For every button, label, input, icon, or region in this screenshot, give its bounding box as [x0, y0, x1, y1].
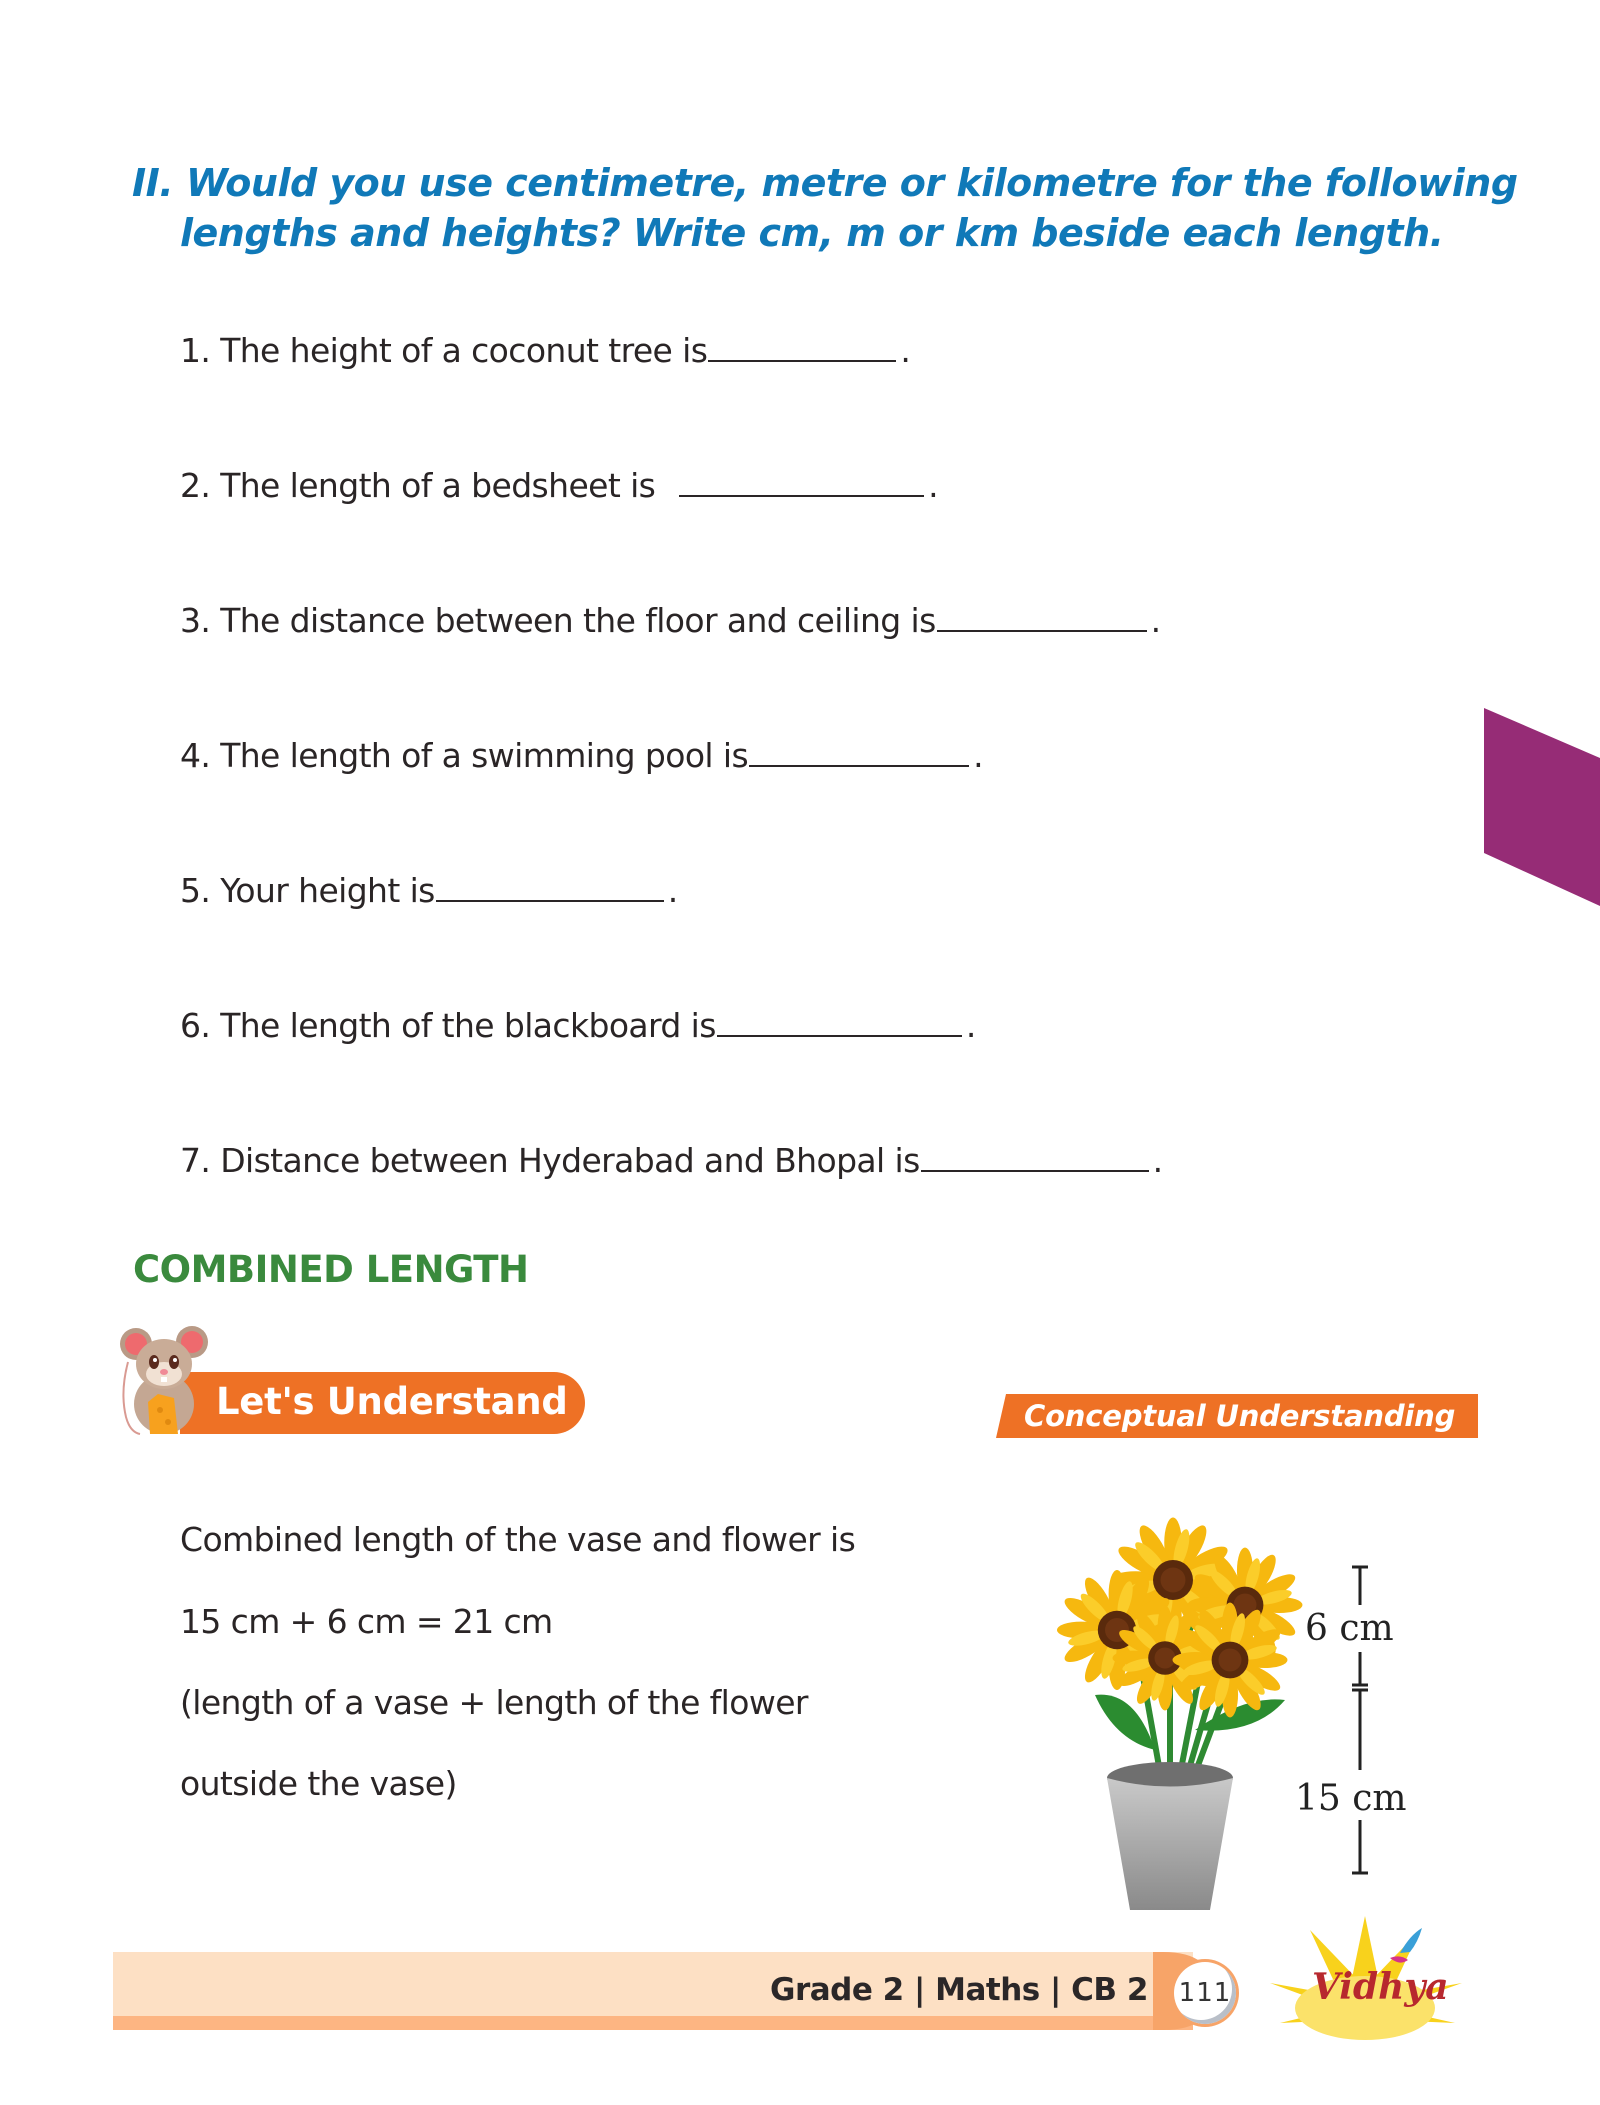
question-item-3 — [180, 599, 1161, 643]
mouse-mascot-icon — [118, 1322, 218, 1442]
item-number: 5. — [180, 871, 211, 910]
item-end: . — [973, 736, 983, 775]
explanation-line-2: 15 cm + 6 cm = 21 cm — [180, 1602, 553, 1641]
question-item-5 — [180, 869, 678, 913]
question-item-1 — [180, 329, 910, 373]
sunflower-vase-figure — [1045, 1490, 1475, 1910]
item-number: 1. — [180, 331, 211, 370]
item-number: 4. — [180, 736, 211, 775]
item-number: 2. — [180, 466, 211, 505]
item-end: . — [1150, 601, 1161, 640]
conceptual-understanding-tag — [996, 1394, 1478, 1438]
answer-blank[interactable] — [679, 465, 924, 497]
explanation-line-3: (length of a vase + length of the flower — [180, 1683, 808, 1722]
section-heading: COMBINED LENGTH — [133, 1248, 529, 1291]
explanation-line-4: outside the vase) — [180, 1764, 457, 1803]
item-text: The length of a swimming pool is — [220, 736, 749, 775]
answer-blank[interactable] — [921, 1140, 1149, 1172]
vidhya-logo — [1250, 1908, 1480, 2043]
item-number: 6. — [180, 1006, 211, 1045]
page-number: 111 — [1178, 1978, 1232, 2008]
item-text: The height of a coconut tree is — [220, 331, 708, 370]
flower-length-label: 6 cm — [1305, 1608, 1394, 1649]
answer-blank[interactable] — [749, 735, 969, 767]
item-text: The distance between the floor and ceiling is — [220, 601, 936, 640]
answer-blank[interactable] — [937, 600, 1147, 632]
item-end: . — [1152, 1141, 1163, 1180]
conceptual-understanding-label: Conceptual Understanding — [1024, 1399, 1456, 1433]
exercise-title-line-2: lengths and heights? Write cm, m or km beside each length. — [180, 211, 1444, 255]
sunflower-vase-illustration — [1045, 1490, 1475, 1910]
book-info: Grade 2 | Maths | CB 2 — [770, 1972, 1148, 2008]
lets-understand-banner — [180, 1372, 585, 1434]
answer-blank[interactable] — [717, 1005, 962, 1037]
item-number: 7. — [180, 1141, 211, 1180]
exercise-title-line-1: II. Would you use centimetre, metre or kilometre for the following — [132, 161, 1518, 205]
vase-length-label: 15 cm — [1295, 1778, 1407, 1819]
item-number: 3. — [180, 601, 211, 640]
chapter-edge-tab — [1484, 708, 1600, 906]
item-end: . — [965, 1006, 976, 1045]
brand-name: Vidhya — [1312, 1966, 1449, 2008]
item-text: Your height is — [220, 871, 435, 910]
item-text: The length of the blackboard is — [220, 1006, 716, 1045]
question-item-7 — [180, 1139, 1163, 1183]
page-number-badge — [1174, 1962, 1236, 2024]
item-text: Distance between Hyderabad and Bhopal is — [220, 1141, 920, 1180]
explanation-line-1: Combined length of the vase and flower is — [180, 1520, 856, 1559]
item-text: The length of a bedsheet is — [220, 466, 666, 505]
question-item-2 — [180, 464, 938, 508]
item-end: . — [900, 331, 911, 370]
question-item-4 — [180, 734, 983, 778]
lets-understand-label: Let's Understand — [216, 1380, 568, 1423]
item-end: . — [667, 871, 678, 910]
exercise-title — [132, 158, 1518, 258]
question-item-6 — [180, 1004, 976, 1048]
item-end: . — [928, 466, 939, 505]
answer-blank[interactable] — [436, 870, 664, 902]
answer-blank[interactable] — [708, 330, 896, 362]
